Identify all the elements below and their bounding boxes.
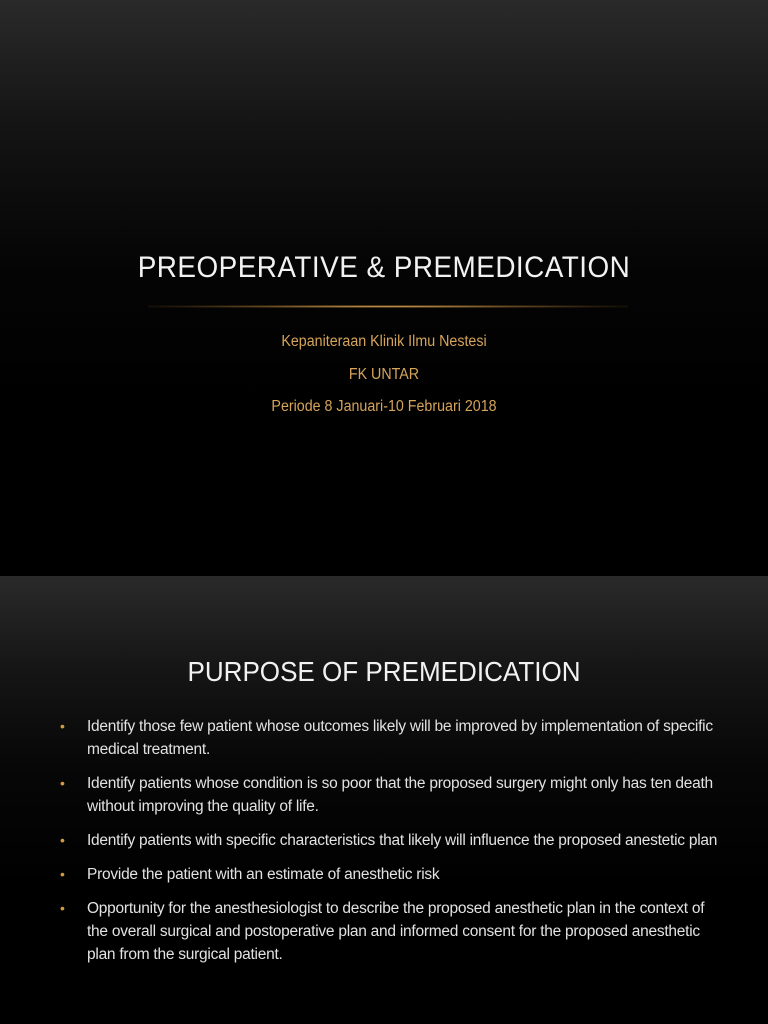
bullet-icon: • bbox=[60, 832, 65, 848]
bullet-item bbox=[58, 772, 718, 818]
subtitle-line: FK UNTAR bbox=[348, 366, 420, 383]
bullet-icon: • bbox=[60, 775, 65, 791]
bullet-icon: • bbox=[60, 718, 65, 734]
subtitle-line: Kepaniteraan Klinik Ilmu Nestesi bbox=[281, 333, 487, 350]
content-slide bbox=[0, 576, 768, 1024]
bullet-item bbox=[58, 863, 718, 886]
bullet-text: Identify patients with specific characteristics that likely will influence the proposed anestetic plan bbox=[87, 832, 718, 849]
subtitle-line: Periode 8 Januari-10 Februari 2018 bbox=[271, 398, 497, 415]
bullet-list bbox=[58, 715, 718, 977]
slide-title: PURPOSE OF PREMEDICATION bbox=[187, 656, 581, 687]
bullet-icon: • bbox=[60, 866, 65, 882]
slide-title: PREOPERATIVE & PREMEDICATION bbox=[137, 251, 631, 284]
bullet-text: Identify patients whose condition is so poor that the proposed surgery might only has ten death without improving the quality of life. bbox=[87, 775, 713, 815]
bullet-text: Opportunity for the anesthesiologist to describe the proposed anesthetic plan in the context of the overall surgical and postoperative plan and informed consent for the proposed anesthetic plan from the surgical patient. bbox=[87, 900, 705, 963]
bullet-item bbox=[58, 829, 718, 852]
bullet-icon: • bbox=[60, 900, 65, 916]
bullet-item bbox=[58, 897, 718, 966]
bullet-item bbox=[58, 715, 718, 761]
bullet-text: Provide the patient with an estimate of anesthetic risk bbox=[87, 866, 440, 883]
title-divider bbox=[148, 305, 628, 308]
bullet-text: Identify those few patient whose outcomes likely will be improved by implementation of specific medical treatment. bbox=[87, 718, 713, 758]
